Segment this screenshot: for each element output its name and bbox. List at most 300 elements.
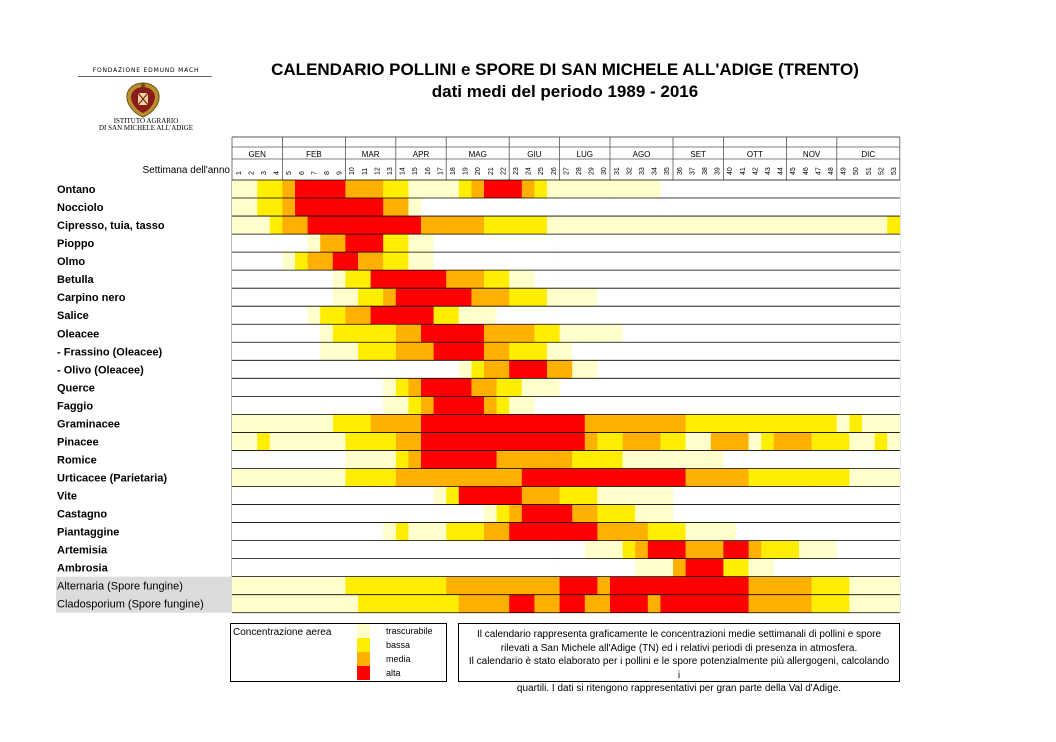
heat-cell — [446, 414, 459, 432]
week-number-label: 40 — [727, 167, 735, 175]
heat-cell — [597, 414, 610, 432]
heat-cell — [648, 523, 661, 541]
heat-cell — [774, 216, 787, 234]
heat-cell — [635, 270, 648, 288]
heat-cell — [396, 468, 409, 486]
heat-cell — [471, 541, 484, 559]
heat-cell — [749, 595, 762, 613]
heat-cell — [623, 595, 636, 613]
heat-cell — [761, 288, 774, 306]
heat-cell — [396, 450, 409, 468]
heat-cell — [648, 324, 661, 342]
heat-cell — [660, 396, 673, 414]
month-label: LUG — [576, 150, 594, 159]
heat-cell — [383, 306, 396, 324]
heat-cell — [686, 505, 699, 523]
heat-cell — [434, 288, 447, 306]
heat-cell — [257, 487, 270, 505]
row-label: Alternaria (Spore fungine) — [57, 580, 183, 593]
heat-cell — [547, 198, 560, 216]
heat-cell — [648, 487, 661, 505]
heat-cell — [610, 216, 623, 234]
heat-cell — [497, 468, 510, 486]
heat-cell — [711, 487, 724, 505]
heat-cell — [736, 523, 749, 541]
week-number-label: 34 — [651, 167, 659, 175]
heat-cell — [497, 559, 510, 577]
heat-cell — [560, 414, 573, 432]
heat-cell — [446, 505, 459, 523]
heat-cell — [282, 523, 295, 541]
heat-cell — [333, 378, 346, 396]
heat-cell — [812, 432, 825, 450]
heat-cell — [497, 414, 510, 432]
heat-cell — [270, 396, 283, 414]
row-label: Romice — [57, 454, 97, 467]
heat-cell — [396, 414, 409, 432]
row-label: Querce — [57, 382, 95, 395]
week-number-label: 43 — [765, 167, 772, 175]
heat-cell — [383, 360, 396, 378]
heat-cell — [434, 414, 447, 432]
heat-cell — [862, 180, 875, 198]
heat-cell — [635, 252, 648, 270]
heat-cell — [396, 432, 409, 450]
heat-cell — [232, 541, 245, 559]
heat-cell — [534, 360, 547, 378]
heat-cell — [434, 180, 447, 198]
heat-cell — [648, 216, 661, 234]
heat-cell — [509, 342, 522, 360]
heat-cell — [799, 541, 812, 559]
heat-cell — [333, 577, 346, 595]
heat-cell — [320, 198, 333, 216]
week-number-label: 23 — [513, 167, 520, 175]
heat-cell — [434, 577, 447, 595]
heat-cell — [875, 577, 888, 595]
heat-cell — [572, 324, 585, 342]
heat-cell — [585, 487, 598, 505]
heat-cell — [837, 541, 850, 559]
heat-cell — [673, 198, 686, 216]
heat-cell — [345, 541, 358, 559]
heat-cell — [471, 234, 484, 252]
heat-cell — [333, 360, 346, 378]
heat-cell — [270, 342, 283, 360]
heat-cell — [875, 541, 888, 559]
heat-cell — [711, 342, 724, 360]
heat-cell — [686, 378, 699, 396]
heat-cell — [749, 378, 762, 396]
heat-cell — [761, 432, 774, 450]
heat-cell — [446, 360, 459, 378]
heat-cell — [484, 450, 497, 468]
heat-cell — [887, 541, 900, 559]
heat-cell — [875, 324, 888, 342]
heat-cell — [736, 252, 749, 270]
heat-cell — [723, 360, 736, 378]
week-number-label: 49 — [840, 167, 848, 175]
heat-cell — [623, 523, 636, 541]
heat-cell — [497, 450, 510, 468]
heat-cell — [799, 595, 812, 613]
heat-cell — [799, 414, 812, 432]
heat-cell — [585, 450, 598, 468]
heat-cell — [421, 288, 434, 306]
heat-cell — [837, 198, 850, 216]
heat-cell — [320, 559, 333, 577]
heat-cell — [648, 288, 661, 306]
heat-cell — [446, 342, 459, 360]
heat-cell — [522, 378, 535, 396]
heat-cell — [673, 216, 686, 234]
heat-cell — [232, 559, 245, 577]
heat-cell — [812, 450, 825, 468]
heat-cell — [849, 577, 862, 595]
heat-cell — [358, 234, 371, 252]
heat-cell — [345, 234, 358, 252]
heat-cell — [560, 523, 573, 541]
heat-cell — [534, 252, 547, 270]
heat-cell — [522, 216, 535, 234]
heat-cell — [320, 595, 333, 613]
heat-cell — [358, 450, 371, 468]
heat-cell — [560, 396, 573, 414]
heat-cell — [270, 288, 283, 306]
heat-cell — [660, 324, 673, 342]
row-label: Oleacee — [57, 328, 100, 341]
heat-cell — [837, 487, 850, 505]
heat-cell — [534, 180, 547, 198]
heat-cell — [257, 180, 270, 198]
heat-cell — [320, 252, 333, 270]
heat-cell — [660, 450, 673, 468]
heat-cell — [761, 468, 774, 486]
heat-cell — [358, 559, 371, 577]
heat-cell — [862, 396, 875, 414]
legend-title: Concentrazione aerea — [233, 627, 332, 638]
heat-cell — [358, 541, 371, 559]
heat-cell — [799, 252, 812, 270]
heat-cell — [371, 216, 384, 234]
heat-cell — [446, 234, 459, 252]
heat-cell — [610, 342, 623, 360]
heat-cell — [333, 595, 346, 613]
heat-cell — [522, 468, 535, 486]
heat-cell — [824, 541, 837, 559]
heat-cell — [560, 252, 573, 270]
heat-cell — [232, 234, 245, 252]
heat-cell — [522, 198, 535, 216]
heat-cell — [673, 180, 686, 198]
heat-cell — [723, 468, 736, 486]
heat-cell — [837, 378, 850, 396]
heat-cell — [308, 505, 321, 523]
heat-cell — [648, 198, 661, 216]
heat-cell — [749, 360, 762, 378]
heat-cell — [585, 324, 598, 342]
heat-cell — [446, 270, 459, 288]
heat-cell — [459, 216, 472, 234]
heat-cell — [660, 270, 673, 288]
heat-cell — [434, 306, 447, 324]
heat-cell — [875, 306, 888, 324]
heat-cell — [282, 577, 295, 595]
heat-cell — [799, 378, 812, 396]
heat-cell — [761, 559, 774, 577]
heat-cell — [320, 577, 333, 595]
heat-cell — [245, 270, 258, 288]
heat-cell — [887, 270, 900, 288]
heat-cell — [610, 595, 623, 613]
heat-cell — [686, 216, 699, 234]
heat-cell — [686, 396, 699, 414]
heat-cell — [597, 306, 610, 324]
heat-cell — [446, 577, 459, 595]
heat-cell — [749, 559, 762, 577]
heat-cell — [257, 306, 270, 324]
heat-cell — [862, 559, 875, 577]
heat-cell — [875, 378, 888, 396]
heat-cell — [736, 468, 749, 486]
heat-cell — [660, 252, 673, 270]
heat-cell — [484, 577, 497, 595]
heat-cell — [749, 541, 762, 559]
heat-cell — [534, 468, 547, 486]
heat-cell — [396, 360, 409, 378]
heat-cell — [572, 180, 585, 198]
heat-cell — [245, 378, 258, 396]
heat-cell — [660, 468, 673, 486]
heat-cell — [585, 414, 598, 432]
heat-cell — [786, 306, 799, 324]
heat-cell — [345, 505, 358, 523]
heat-cell — [837, 505, 850, 523]
heat-cell — [295, 487, 308, 505]
row-label: - Frassino (Oleacee) — [57, 346, 163, 359]
heat-cell — [421, 180, 434, 198]
heat-cell — [245, 216, 258, 234]
heat-cell — [547, 577, 560, 595]
heat-cell — [862, 414, 875, 432]
month-label: APR — [412, 150, 430, 159]
heat-cell — [610, 559, 623, 577]
heat-cell — [371, 559, 384, 577]
heat-cell — [232, 198, 245, 216]
heat-cell — [396, 288, 409, 306]
heat-cell — [371, 270, 384, 288]
heat-cell — [812, 505, 825, 523]
heat-cell — [534, 216, 547, 234]
heat-cell — [471, 360, 484, 378]
heat-cell — [761, 252, 774, 270]
heat-cell — [547, 450, 560, 468]
heat-cell — [257, 360, 270, 378]
heat-cell — [698, 288, 711, 306]
heat-cell — [572, 450, 585, 468]
heat-cell — [282, 234, 295, 252]
heat-cell — [320, 360, 333, 378]
heat-cell — [459, 324, 472, 342]
heat-cell — [509, 198, 522, 216]
heat-cell — [723, 450, 736, 468]
heat-cell — [698, 234, 711, 252]
heat-cell — [761, 577, 774, 595]
heat-cell — [660, 559, 673, 577]
heat-cell — [711, 180, 724, 198]
heat-cell — [560, 288, 573, 306]
heat-cell — [270, 252, 283, 270]
page-title: CALENDARIO POLLINI e SPORE DI SAN MICHELE ALL'ADIGE (TRENTO) — [271, 60, 859, 79]
heat-cell — [736, 288, 749, 306]
heat-cell — [812, 342, 825, 360]
heat-cell — [824, 523, 837, 541]
heat-cell — [572, 216, 585, 234]
heat-cell — [509, 595, 522, 613]
heat-cell — [635, 396, 648, 414]
heat-cell — [232, 216, 245, 234]
heat-cell — [698, 505, 711, 523]
heat-cell — [572, 288, 585, 306]
heat-cell — [270, 523, 283, 541]
heat-cell — [560, 541, 573, 559]
heat-cell — [849, 468, 862, 486]
heat-cell — [547, 505, 560, 523]
heat-cell — [673, 487, 686, 505]
heat-cell — [509, 396, 522, 414]
heat-cell — [875, 505, 888, 523]
heat-cell — [623, 288, 636, 306]
week-number-label: 17 — [437, 167, 445, 175]
heat-cell — [837, 288, 850, 306]
heat-cell — [686, 180, 699, 198]
heat-cell — [484, 270, 497, 288]
heat-cell — [509, 523, 522, 541]
row-label: Carpino nero — [57, 292, 126, 305]
heat-cell — [761, 450, 774, 468]
heat-cell — [345, 180, 358, 198]
heat-cell — [408, 396, 421, 414]
heat-cell — [812, 541, 825, 559]
heat-cell — [295, 523, 308, 541]
heat-cell — [560, 378, 573, 396]
heat-cell — [396, 487, 409, 505]
heat-cell — [812, 468, 825, 486]
month-label: NOV — [802, 150, 821, 159]
heat-cell — [723, 198, 736, 216]
heat-cell — [408, 414, 421, 432]
heat-cell — [635, 577, 648, 595]
heat-cell — [711, 577, 724, 595]
heat-cell — [471, 252, 484, 270]
heat-cell — [736, 595, 749, 613]
heat-cell — [547, 487, 560, 505]
heat-cell — [358, 360, 371, 378]
heat-cell — [736, 541, 749, 559]
heat-cell — [522, 306, 535, 324]
heat-cell — [837, 414, 850, 432]
week-number-label: 2 — [248, 171, 256, 175]
heat-cell — [522, 523, 535, 541]
heat-cell — [849, 378, 862, 396]
heat-cell — [232, 450, 245, 468]
week-number-label: 26 — [550, 167, 558, 175]
heat-cell — [686, 577, 699, 595]
heat-cell — [660, 198, 673, 216]
heat-cell — [509, 577, 522, 595]
heat-cell — [572, 505, 585, 523]
heat-cell — [723, 487, 736, 505]
heat-cell — [723, 559, 736, 577]
week-number-label: 5 — [286, 171, 294, 175]
heat-cell — [333, 270, 346, 288]
heat-cell — [686, 360, 699, 378]
heat-cell — [610, 180, 623, 198]
heat-cell — [585, 505, 598, 523]
heat-cell — [232, 324, 245, 342]
heat-cell — [723, 252, 736, 270]
heat-cell — [371, 288, 384, 306]
heat-cell — [308, 559, 321, 577]
heat-cell — [308, 487, 321, 505]
heat-cell — [660, 342, 673, 360]
week-number-label: 47 — [815, 167, 823, 175]
heat-cell — [333, 198, 346, 216]
heat-cell — [761, 306, 774, 324]
heat-cell — [421, 450, 434, 468]
heat-cell — [408, 180, 421, 198]
week-number-label: 46 — [802, 167, 810, 175]
heat-cell — [371, 523, 384, 541]
heat-cell — [837, 577, 850, 595]
heat-cell — [497, 270, 510, 288]
heat-cell — [345, 432, 358, 450]
heat-cell — [673, 505, 686, 523]
heat-cell — [383, 541, 396, 559]
heat-cell — [245, 306, 258, 324]
heat-cell — [383, 234, 396, 252]
week-number-label: 32 — [626, 167, 634, 175]
heat-cell — [887, 487, 900, 505]
heat-cell — [660, 541, 673, 559]
heat-cell — [282, 180, 295, 198]
heat-cell — [875, 252, 888, 270]
heat-cell — [610, 505, 623, 523]
heat-cell — [824, 288, 837, 306]
heat-cell — [887, 396, 900, 414]
heat-cell — [623, 216, 636, 234]
heat-cell — [648, 396, 661, 414]
heat-cell — [471, 198, 484, 216]
heat-cell — [698, 360, 711, 378]
heat-cell — [837, 468, 850, 486]
heat-cell — [610, 414, 623, 432]
heat-cell — [484, 180, 497, 198]
heat-cell — [887, 252, 900, 270]
heat-cell — [345, 378, 358, 396]
heat-cell — [396, 252, 409, 270]
heat-cell — [711, 288, 724, 306]
heat-cell — [774, 180, 787, 198]
heat-cell — [812, 288, 825, 306]
heat-cell — [837, 523, 850, 541]
row-label: Castagno — [57, 508, 108, 521]
heat-cell — [459, 306, 472, 324]
heat-cell — [270, 595, 283, 613]
heat-cell — [673, 288, 686, 306]
heat-cell — [812, 252, 825, 270]
heat-cell — [736, 505, 749, 523]
